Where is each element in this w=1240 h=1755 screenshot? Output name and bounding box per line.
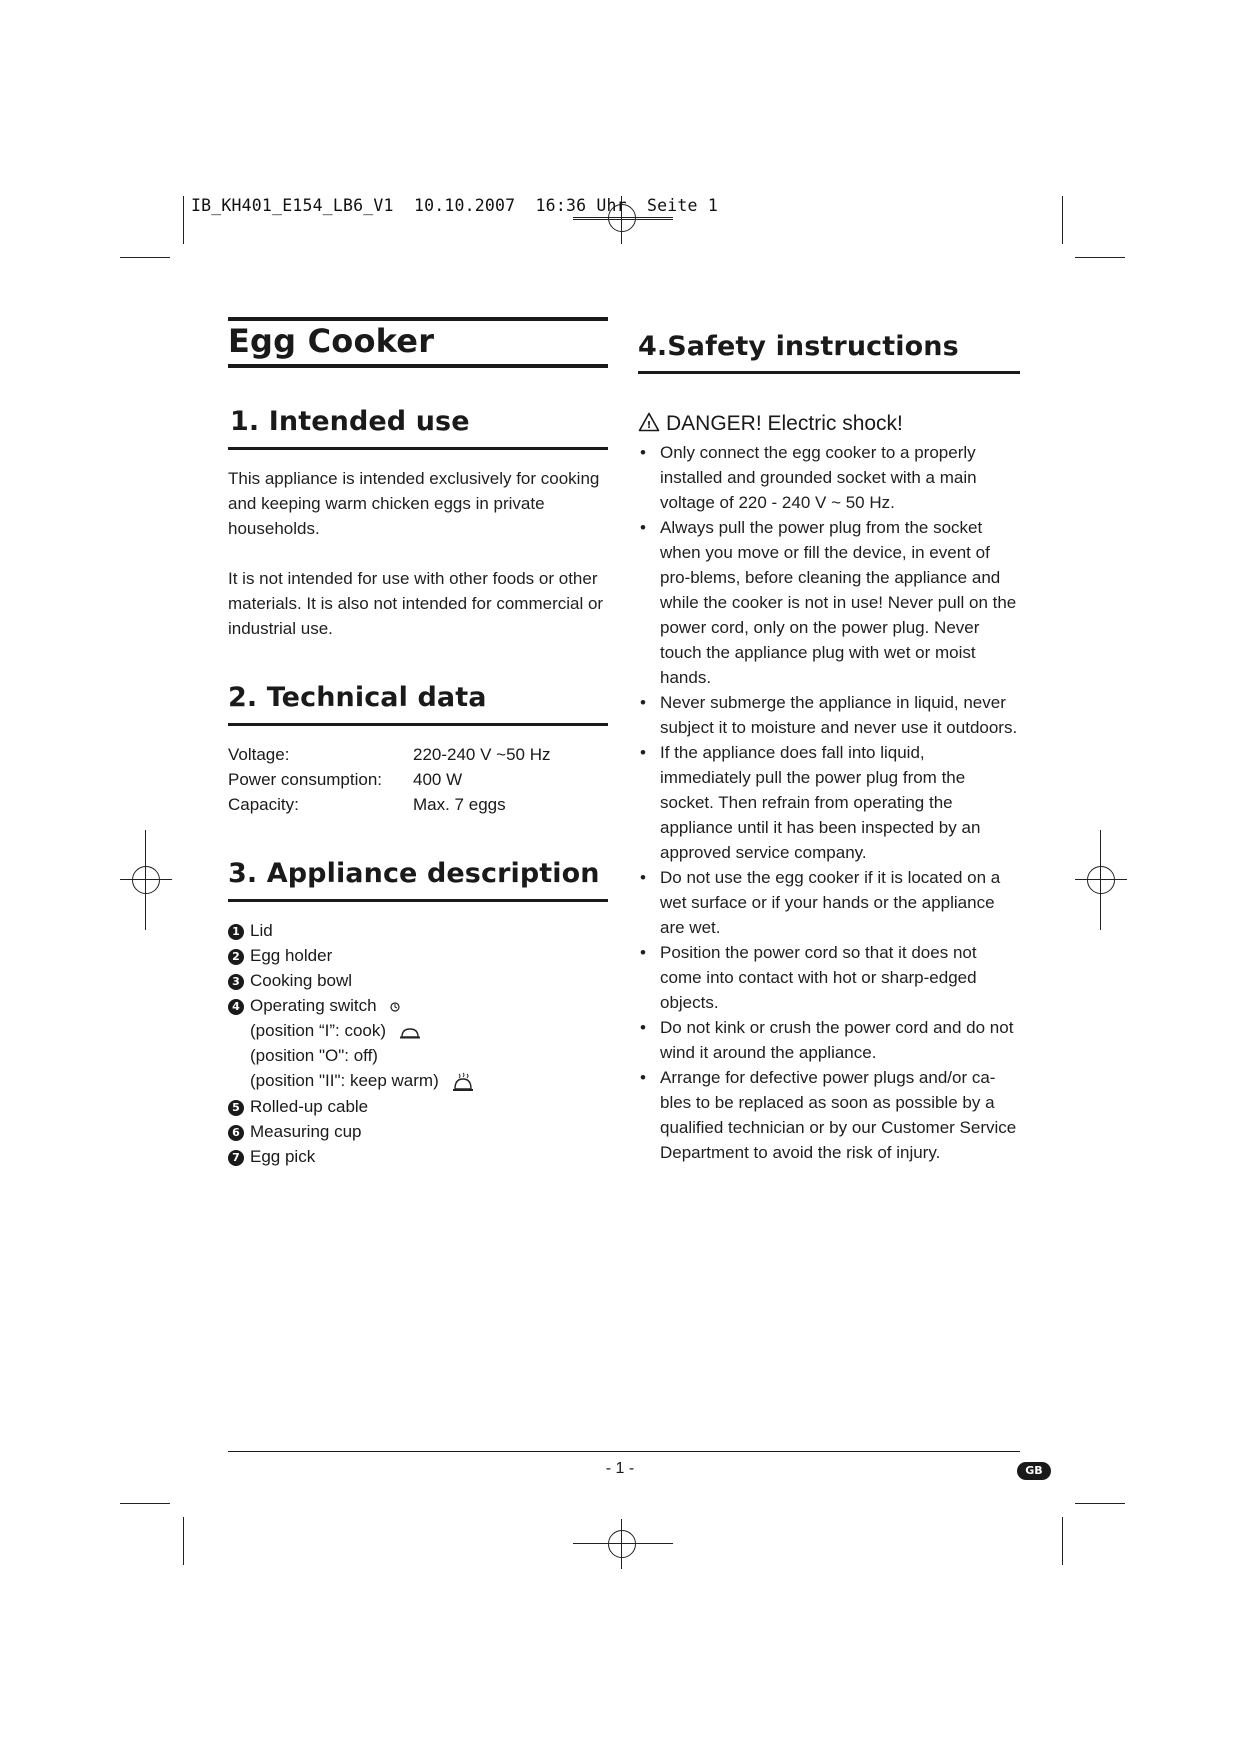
safety-bullet-list <box>638 440 1018 1165</box>
title-rule-top <box>228 317 608 321</box>
list-item <box>228 968 352 993</box>
list-item <box>228 918 273 943</box>
item-label: Cooking bowl <box>250 971 353 990</box>
table-row <box>228 792 608 817</box>
egg-timer-icon <box>389 1001 403 1013</box>
cook-pot-icon <box>399 1025 421 1039</box>
paragraph: This appliance is intended exclusively for cooking and keeping warm chicken eggs in private households. <box>228 469 600 538</box>
section-heading-intended-use: 1. Intended use <box>230 406 470 437</box>
item-label: Rolled-up cable <box>250 1097 369 1116</box>
list-item: • Do not kink or crush the power cord and do not wind it around the appliance. <box>638 1015 1018 1065</box>
tech-value: Max. 7 eggs <box>413 795 506 814</box>
item-number-badge: 7 <box>228 1150 244 1166</box>
item-label: Egg holder <box>250 946 333 965</box>
warning-triangle-icon <box>638 412 660 432</box>
slug-underline <box>573 219 673 220</box>
list-item <box>228 993 403 1018</box>
section-rule <box>228 899 608 902</box>
danger-heading-text: DANGER! Electric shock! <box>666 412 903 435</box>
list-item <box>228 1094 368 1119</box>
list-item: • Always pull the power plug from the socket when you move or fill the device, in event of pro-blems, before cleaning the appliance and while the cooker is not in use! Never pull on the power cord, only on the power plug. Never touch the appliance plug with wet or moist hands. <box>638 515 1018 690</box>
item-number-badge: 6 <box>228 1125 244 1141</box>
tech-label: Power consumption: <box>228 770 383 789</box>
item-label: Egg pick <box>250 1147 316 1166</box>
section-heading-appliance-description: 3. Appliance description <box>228 858 600 889</box>
item-label: Lid <box>250 921 273 940</box>
svg-text:!: ! <box>646 420 652 431</box>
crop-mark <box>183 196 184 244</box>
section-rule <box>228 447 608 450</box>
crop-mark <box>1062 1517 1063 1565</box>
crop-mark <box>1062 196 1063 244</box>
section-heading-safety: 4.Safety instructions <box>638 331 959 362</box>
danger-heading <box>638 412 903 436</box>
appliance-parts-list <box>228 918 608 1178</box>
section-rule <box>228 723 608 726</box>
list-item: • Arrange for defective power plugs and/or ca-bles to be replaced as soon as possible by a qualified technician or by our Customer Service Department to avoid the risk of injury. <box>638 1065 1018 1165</box>
table-row <box>228 767 608 792</box>
crop-mark <box>183 1517 184 1565</box>
list-item: • Never submerge the appliance in liquid, never subject it to moisture and never use it outdoors. <box>638 690 1018 740</box>
crop-mark <box>120 257 170 258</box>
paragraph: It is not intended for use with other foods or other materials. It is also not intended for commercial or industrial use. <box>228 569 604 638</box>
tech-value: 400 W <box>413 770 463 789</box>
tech-label: Voltage: <box>228 745 290 764</box>
list-item <box>228 1144 315 1169</box>
footer-rule <box>228 1451 1020 1452</box>
item-label: (position "II": keep warm) <box>250 1071 439 1090</box>
language-badge: GB <box>1017 1462 1051 1480</box>
item-number-badge: 4 <box>228 999 244 1015</box>
item-number-badge: 3 <box>228 974 244 990</box>
tech-value: 220-240 V ~50 Hz <box>413 745 551 764</box>
crop-mark <box>120 1503 170 1504</box>
section-heading-technical-data: 2. Technical data <box>228 682 487 713</box>
item-number-badge: 2 <box>228 949 244 965</box>
page-title: Egg Cooker <box>228 322 435 360</box>
list-item <box>228 1119 362 1144</box>
list-item <box>228 1018 421 1043</box>
intended-use-text <box>228 466 608 641</box>
item-label: Measuring cup <box>250 1122 362 1141</box>
section-rule <box>638 371 1020 374</box>
tech-label: Capacity: <box>228 795 299 814</box>
list-item <box>228 1043 378 1068</box>
item-label: (position “I”: cook) <box>250 1021 387 1040</box>
list-item: • Only connect the egg cooker to a properly installed and grounded socket with a main voltage of 220 - 240 V ~ 50 Hz. <box>638 440 1018 515</box>
table-row <box>228 742 608 767</box>
print-slug: IB_KH401_E154_LB6_V1 10.10.2007 16:36 Uhr Seite 1 <box>191 196 718 215</box>
item-label: Operating switch <box>250 996 377 1015</box>
page-number: - 1 - <box>605 1460 635 1477</box>
crop-mark <box>1075 257 1125 258</box>
item-number-badge: 5 <box>228 1100 244 1116</box>
item-label: (position "O": off) <box>250 1046 378 1065</box>
list-item: • Do not use the egg cooker if it is located on a wet surface or if your hands or the appliance are wet. <box>638 865 1018 940</box>
item-number-badge: 1 <box>228 924 244 940</box>
crop-mark <box>1075 1503 1125 1504</box>
title-rule-bottom <box>228 364 608 368</box>
list-item: • If the appliance does fall into liquid, immediately pull the power plug from the socket. Then refrain from operating the appliance until it has been inspected by an approved service company. <box>638 740 1018 865</box>
list-item <box>228 1068 475 1093</box>
list-item: • Position the power cord so that it does not come into contact with hot or sharp-edged objects. <box>638 940 1018 1015</box>
list-item <box>228 943 332 968</box>
keep-warm-icon <box>451 1072 475 1092</box>
